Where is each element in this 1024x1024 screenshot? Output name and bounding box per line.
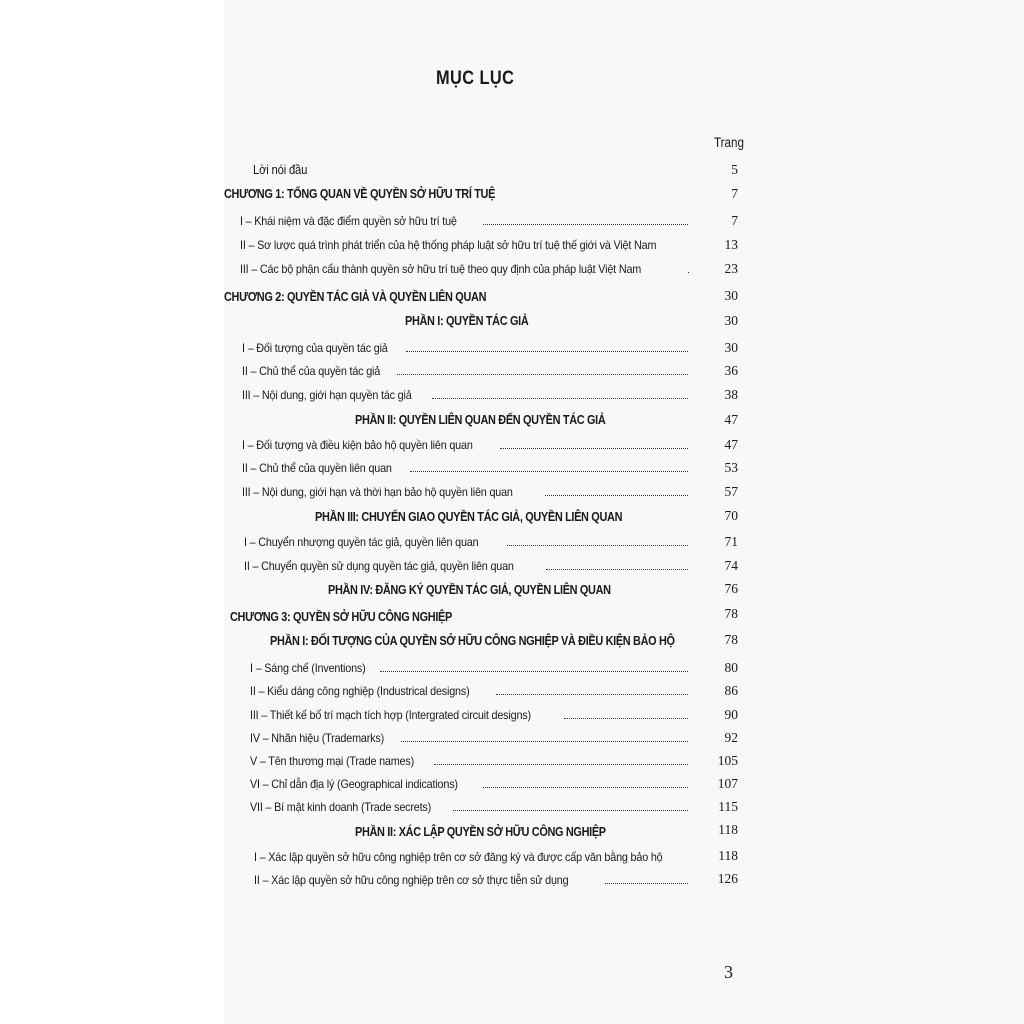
- toc-entry: [240, 257, 688, 277]
- toc-entry-page: 23: [724, 261, 738, 276]
- toc-entry-page: 38: [724, 387, 738, 402]
- toc-entry: [250, 749, 688, 769]
- toc-entry-page: 7: [731, 213, 738, 228]
- toc-entry: [250, 703, 688, 723]
- leader-dots: [564, 717, 688, 719]
- toc-entry-label: III – Nội dung, giới hạn quyền tác giả: [242, 388, 412, 402]
- toc-entry-page: 47: [724, 437, 738, 452]
- toc-entry-label: III – Nội dung, giới hạn và thời hạn bảo hộ quyền liên quan: [242, 485, 513, 499]
- toc-section: [405, 309, 655, 329]
- toc-entry-page: 107: [717, 776, 738, 791]
- toc-section-label: PHẦN I: QUYỀN TÁC GIẢ: [405, 313, 529, 328]
- toc-entry-label: V – Tên thương mại (Trade names): [250, 754, 415, 768]
- leader-dots: [432, 397, 688, 399]
- toc-chapter-label: CHƯƠNG 3: QUYỀN SỞ HỮU CÔNG NGHIỆP: [230, 609, 452, 624]
- leader-dots: [605, 882, 688, 884]
- toc-section-page: 118: [718, 822, 738, 837]
- toc-entry-label: I – Xác lập quyền sở hữu công nghiệp trên cơ sở đăng ký và được cấp văn bằng bảo hộ: [254, 850, 663, 864]
- toc-section: [355, 408, 665, 428]
- toc-entry-label: VII – Bí mật kinh doanh (Trade secrets): [250, 800, 432, 814]
- toc-entry: [242, 433, 688, 453]
- leader-dots: [380, 670, 688, 672]
- toc-chapter-label: CHƯƠNG 2: QUYỀN TÁC GIẢ VÀ QUYỀN LIÊN QUAN: [224, 289, 487, 304]
- leader-dots: [483, 786, 688, 788]
- toc-entry: [244, 530, 688, 550]
- toc-entry-label: II – Xác lập quyền sở hữu công nghiệp trên cơ sở thực tiễn sử dụng: [254, 873, 569, 887]
- toc-entry-label: II – Chủ thể của quyền tác giả: [242, 364, 381, 378]
- toc-entry-label: I – Chuyển nhượng quyền tác giả, quyền liên quan: [244, 535, 479, 549]
- toc-entry-label: II – Chủ thể của quyền liên quan: [242, 461, 392, 475]
- toc-entry-page: 13: [724, 237, 738, 252]
- toc-entry-page: 74: [724, 558, 738, 573]
- toc-entry: [240, 209, 688, 229]
- toc-section: [315, 505, 695, 525]
- toc-section-page: 30: [724, 313, 738, 328]
- leader-dots: [397, 373, 688, 375]
- toc-chapter: [224, 285, 654, 305]
- leader-dots: [406, 350, 688, 352]
- leader-dots: [434, 763, 688, 765]
- toc-entry: [242, 383, 688, 403]
- toc-chapter-page: 30: [724, 288, 738, 303]
- toc-entry-label: III – Các bộ phận cấu thành quyền sở hữu trí tuệ theo quy định của pháp luật Việt Nam: [240, 262, 642, 276]
- toc-entry-label: II – Sơ lược quá trình phát triển của hệ thống pháp luật sở hữu trí tuệ thế giới và Việt Nam: [240, 238, 657, 252]
- toc-chapter: [224, 182, 654, 202]
- page-number: 3: [724, 962, 733, 982]
- toc-entry: [240, 233, 688, 253]
- toc-entry-page: 36: [724, 363, 738, 378]
- toc-entry-label: I – Đối tượng và điều kiện bảo hộ quyền liên quan: [242, 438, 473, 452]
- toc-entry: [250, 726, 688, 746]
- toc-entry-page: 30: [724, 340, 738, 355]
- leader-dots: [545, 494, 688, 496]
- toc-entry-label: III – Thiết kế bố trí mạch tích hợp (Intergrated circuit designs): [250, 708, 531, 722]
- toc-entry-page: 92: [724, 730, 738, 745]
- leader-dots: [546, 568, 688, 570]
- toc-section: [270, 629, 690, 649]
- toc-section-label: PHẦN IV: ĐĂNG KÝ QUYỀN TÁC GIẢ, QUYỀN LIÊN QUAN: [328, 582, 611, 597]
- toc-chapter-label: CHƯƠNG 1: TỔNG QUAN VỀ QUYỀN SỞ HỮU TRÍ TUỆ: [224, 186, 496, 201]
- toc-section-page: 47: [724, 412, 738, 427]
- toc-section-label: PHẦN III: CHUYỂN GIAO QUYỀN TÁC GIẢ, QUYỀN LIÊN QUAN: [315, 509, 623, 524]
- toc-section-page: 78: [724, 632, 738, 647]
- toc-entry: [244, 554, 688, 574]
- toc-entry: [242, 336, 688, 356]
- toc-chapter-page: 78: [724, 606, 738, 621]
- toc-entry-label: VI – Chỉ dẫn địa lý (Geographical indications): [250, 777, 458, 791]
- toc-entry-page: 71: [724, 534, 738, 549]
- toc-entry-label: I – Đối tượng của quyền tác giả: [242, 341, 388, 355]
- leader-dots: [496, 693, 688, 695]
- leader-dots: [500, 447, 688, 449]
- toc-section: [355, 820, 635, 840]
- toc-entry-page: 57: [724, 484, 738, 499]
- leader-dots: [483, 223, 688, 225]
- toc-entry: [242, 480, 688, 500]
- toc-entry-page: 53: [724, 460, 738, 475]
- toc-entry: [250, 795, 688, 815]
- page-column-header: Trang: [714, 135, 744, 150]
- toc-chapter-page: 7: [731, 186, 738, 201]
- toc-entry: [250, 656, 688, 676]
- toc-section-page: 70: [724, 508, 738, 523]
- toc-entry: [242, 359, 688, 379]
- toc-entry-page: 90: [724, 707, 738, 722]
- leader-dots: [401, 740, 688, 742]
- toc-entry-label: II – Chuyển quyền sử dụng quyền tác giả, quyền liên quan: [244, 559, 514, 573]
- toc-entry: [250, 679, 688, 699]
- toc-entry-label: II – Kiểu dáng công nghiệp (Industrical designs): [250, 684, 470, 698]
- toc-section-label: PHẦN II: XÁC LẬP QUYỀN SỞ HỮU CÔNG NGHIỆP: [355, 824, 606, 839]
- toc-entry-page: 105: [717, 753, 738, 768]
- toc-entry-page: 126: [717, 871, 738, 886]
- toc-entry-page: 80: [724, 660, 738, 675]
- toc-section-label: PHẦN II: QUYỀN LIÊN QUAN ĐẾN QUYỀN TÁC GIẢ: [355, 412, 606, 427]
- toc-section: [328, 578, 688, 598]
- toc-entry-label: Lời nói đầu: [253, 163, 308, 177]
- toc-entry: [254, 845, 688, 865]
- toc-entry-page: 86: [724, 683, 738, 698]
- leader-dots: [507, 544, 689, 546]
- toc-entry-page: 5: [731, 162, 738, 177]
- leader-dots: [410, 470, 688, 472]
- toc-title: MỤC LỤC: [436, 68, 515, 89]
- toc-entry: [253, 158, 683, 178]
- toc-entry-label: IV – Nhãn hiệu (Trademarks): [250, 731, 385, 745]
- toc-section-page: 76: [724, 581, 738, 596]
- toc-entry: [250, 772, 688, 792]
- toc-entry-page: 115: [718, 799, 738, 814]
- toc-entry-label: I – Khái niệm và đặc điểm quyền sở hữu trí tuệ: [240, 214, 457, 228]
- toc-entry: [242, 456, 688, 476]
- toc-entry-label: I – Sáng chế (Inventions): [250, 661, 366, 675]
- toc-entry: [254, 868, 688, 888]
- toc-chapter: [230, 605, 590, 625]
- toc-section-label: PHẦN I: ĐỐI TƯỢNG CỦA QUYỀN SỞ HỮU CÔNG NGHIỆP VÀ ĐIỀU KIỆN BẢO HỘ: [270, 633, 675, 648]
- toc-entry-page: 118: [718, 848, 738, 863]
- leader-dots: [453, 809, 688, 811]
